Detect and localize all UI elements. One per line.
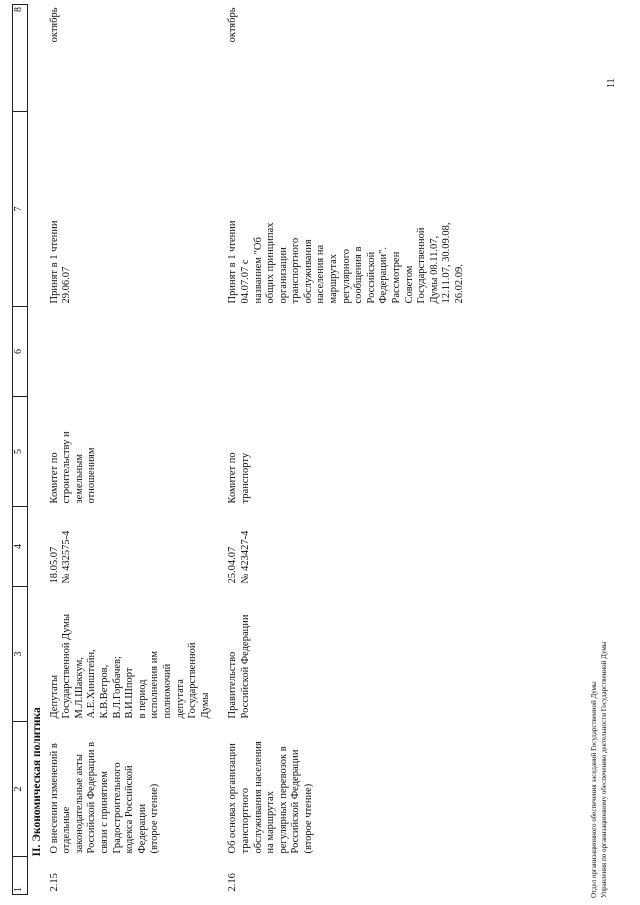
cell-line: обслуживания населения	[252, 741, 264, 854]
cell-line: октябрь	[48, 7, 60, 43]
cell-line: Государственной	[187, 642, 199, 719]
cell-line: Федерации".	[378, 247, 390, 304]
cell-line: Депутаты	[48, 674, 60, 719]
cell-line: (второе чтение)	[149, 783, 161, 854]
cell-line: транспортного	[290, 237, 302, 304]
cell-line: Правительство	[227, 651, 239, 719]
cell-line: А.Е.Хинштейн,	[86, 649, 98, 719]
col-header: 4	[13, 507, 28, 587]
col-header: 1	[13, 857, 28, 895]
col-header: 8	[13, 5, 28, 112]
cell-line: обслуживания	[302, 239, 314, 304]
cell-line: Российской Федерации в	[86, 741, 98, 854]
cell-line: Комитет по	[227, 452, 239, 504]
cell-line: Принят в 1 чтении	[227, 220, 239, 304]
row-number: 2.15	[48, 873, 60, 892]
cell-line: октябрь	[227, 7, 239, 43]
cell-line: земельным	[73, 454, 85, 504]
column-number-row	[13, 5, 28, 895]
cell-line: Думы	[199, 692, 211, 719]
cell-line: законодательные акты	[73, 754, 85, 854]
status	[226, 112, 480, 307]
cell-line: регулярных перевозок в	[277, 746, 289, 854]
cell-line: В.Л.Горбачев;	[111, 656, 123, 719]
section-title: II. Экономическая политика	[31, 707, 43, 857]
cell-line: исполнения им	[149, 651, 161, 719]
page-number: 11	[606, 78, 617, 88]
cell-line: М.Л.Шаккум,	[73, 657, 85, 719]
bill-title	[226, 722, 480, 857]
footer-line-1: Отдел организационного обеспечения заседаний Государственной Думы	[590, 681, 598, 898]
registration	[48, 507, 227, 587]
month	[48, 5, 227, 112]
cell-line: Российской	[365, 251, 377, 304]
cell-line: Российской Федерации	[290, 749, 302, 854]
cell-line: № 423427-4	[239, 530, 251, 584]
committee	[48, 397, 227, 507]
bill-author	[48, 587, 227, 722]
col-6	[48, 307, 227, 397]
cell-line: общих принципах	[265, 222, 277, 304]
month	[226, 5, 480, 112]
cell-line: транспортного	[239, 787, 251, 854]
col-header: 7	[13, 112, 28, 307]
cell-line: Государственной	[416, 227, 428, 304]
registration	[226, 507, 480, 587]
col-6	[226, 307, 480, 397]
bill-title	[48, 722, 227, 857]
footer-line-2: Управления по организационному обеспечению деятельности Государственной Думы	[600, 641, 608, 898]
cell-line: Градостроительного	[111, 762, 123, 854]
cell-line: 04.07.07 с	[239, 259, 251, 304]
cell-line: кодекса Российской	[124, 765, 136, 854]
cell-line: 26.02.09.	[454, 264, 465, 304]
cell-line: строительству и	[61, 431, 73, 504]
cell-line: организации	[277, 247, 289, 304]
cell-line: 18.05.07	[48, 546, 60, 584]
cell-line: Российской Федерации	[239, 614, 251, 719]
cell-line: маршрутах	[328, 253, 340, 304]
cell-line: Об основах организации	[227, 743, 239, 854]
cell-line: Советом	[403, 265, 415, 304]
col-header: 2	[13, 722, 28, 857]
cell-line: 29.06.07	[61, 266, 73, 304]
table-row	[226, 5, 480, 895]
cell-line: 25.04.07	[227, 546, 239, 584]
cell-line: населения на	[315, 244, 327, 304]
cell-line: на маршрутах	[265, 791, 277, 854]
cell-line: сообщения в	[353, 246, 365, 304]
cell-line: связи с принятием	[98, 771, 110, 854]
cell-line: Рассмотрен	[391, 251, 403, 304]
cell-line: названием "Об	[252, 237, 264, 304]
committee	[226, 397, 480, 507]
bill-author	[226, 587, 480, 722]
cell-line: О внесении изменений в	[48, 743, 60, 854]
cell-line: (второе чтение)	[302, 783, 314, 854]
cell-line: Федерации	[136, 803, 148, 854]
table-body	[48, 5, 481, 895]
cell-line: депутата	[174, 679, 186, 719]
status	[48, 112, 227, 307]
cell-line: К.В.Ветров,	[98, 664, 110, 719]
cell-line: отдельные	[61, 806, 73, 854]
cell-line: Принят в 1 чтении	[48, 220, 60, 304]
cell-line: отношениям	[86, 447, 98, 504]
cell-line: регулярного	[340, 249, 352, 304]
col-header: 5	[13, 397, 28, 507]
cell-line: в период	[136, 679, 148, 719]
cell-line: Комитет по	[48, 452, 60, 504]
cell-line: транспорту	[239, 452, 251, 504]
cell-line: Государственной Думы	[61, 613, 73, 719]
cell-line: В.И.Шпорт	[124, 667, 136, 719]
row-number: 2.16	[227, 873, 239, 892]
cell-line: полномочий	[161, 663, 173, 719]
cell-line: № 432575-4	[61, 530, 73, 584]
col-header: 3	[13, 587, 28, 722]
table-row	[48, 5, 227, 895]
cell-line: 12.11.07, 30.09.08,	[441, 222, 453, 304]
col-header: 6	[13, 307, 28, 397]
legislation-table	[12, 4, 481, 895]
cell-line: Думы 08.11.07,	[428, 235, 440, 304]
